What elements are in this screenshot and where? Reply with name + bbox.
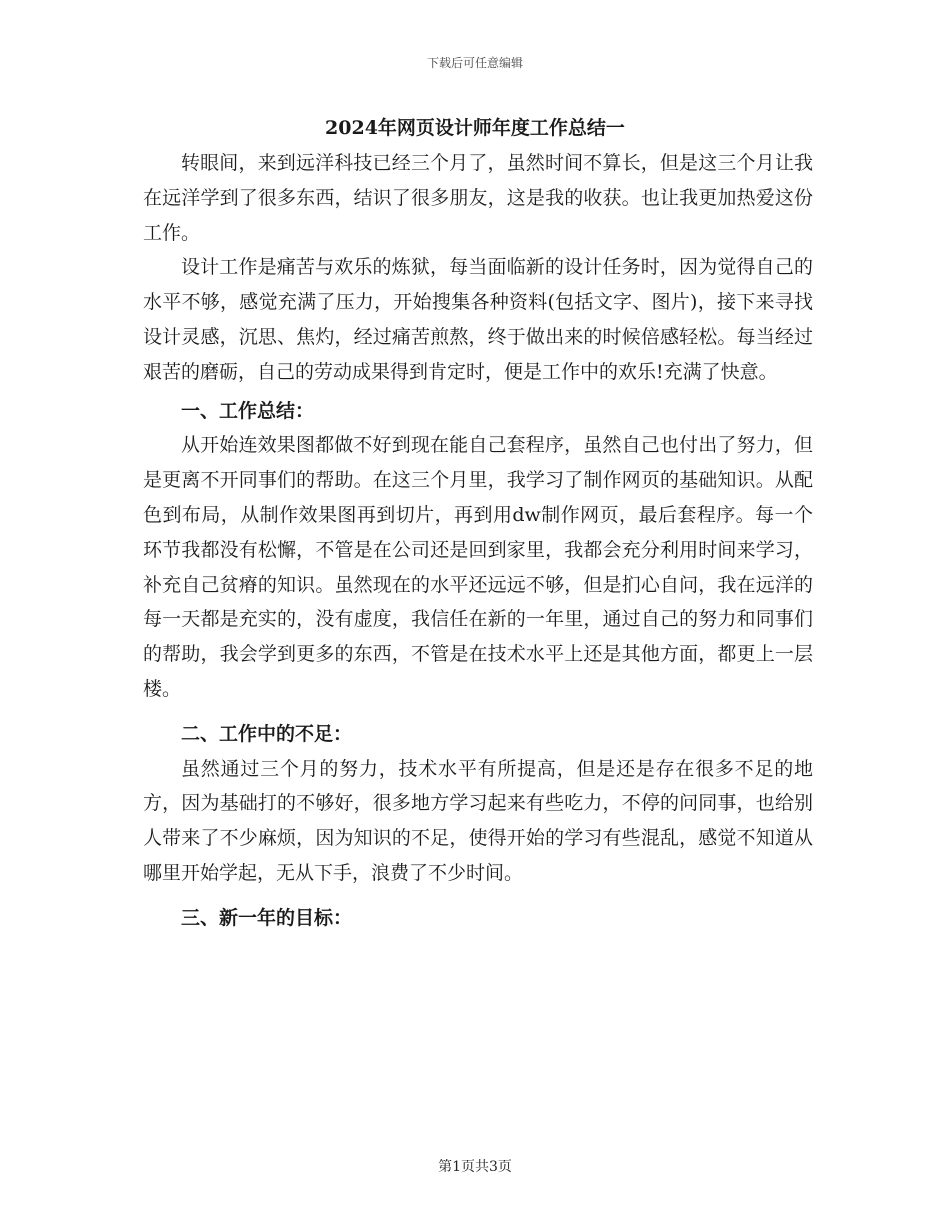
section-heading-shortcomings: 二、工作中的不足： bbox=[181, 722, 353, 745]
section-body-shortcomings: 虽然通过三个月的努力，技术水平有所提高，但是还是存在很多不足的地方，因为基础打的不够好，很多地方学习起来有些吃力，不停的问同事，也给别人带来了不少麻烦，因为知识的不足，使得开始的学习有些混乱，感觉不知道从哪里开始学起，无从下手，浪费了不少时间。 bbox=[143, 757, 813, 884]
page-number-footer: 第1页共3页 bbox=[438, 1159, 512, 1175]
header-note: 下载后可任意编辑 bbox=[426, 56, 523, 70]
document-body bbox=[143, 146, 813, 936]
document-title: 2024年网页设计师年度工作总结一 bbox=[325, 117, 625, 139]
section-heading-work-summary: 一、工作总结： bbox=[181, 399, 315, 422]
intro-paragraph-2: 设计工作是痛苦与欢乐的炼狱，每当面临新的设计任务时，因为觉得自己的水平不够，感觉充满了压力，开始搜集各种资料(包括文字、图片)，接下来寻找设计灵感，沉思、焦灼，经过痛苦煎熬，终于做出来的时候倍感轻松。每当经过艰苦的磨砺，自己的劳动成果得到肯定时，便是工作中的欢乐!充满了快意。 bbox=[143, 256, 813, 383]
section-body-work-summary: 从开始连效果图都做不好到现在能自己套程序，虽然自己也付出了努力，但是更离不开同事们的帮助。在这三个月里，我学习了制作网页的基础知识。从配色到布局，从制作效果图再到切片，再到用dw制作网页，最后套程序。每一个环节我都没有松懈，不管是在公司还是回到家里，我都会充分利用时间来学习，补充自己贫瘠的知识。虽然现在的水平还远远不够，但是扪心自问，我在远洋的每一天都是充实的，没有虚度，我信任在新的一年里，通过自己的努力和同事们的帮助，我会学到更多的东西，不管是在技术水平上还是其他方面，都更上一层楼。 bbox=[143, 434, 813, 700]
intro-paragraph-1: 转眼间，来到远洋科技已经三个月了，虽然时间不算长，但是这三个月让我在远洋学到了很多东西，结识了很多朋友，这是我的收获。也让我更加热爱这份工作。 bbox=[143, 152, 813, 244]
section-heading-new-year-goals: 三、新一年的目标： bbox=[181, 906, 353, 929]
